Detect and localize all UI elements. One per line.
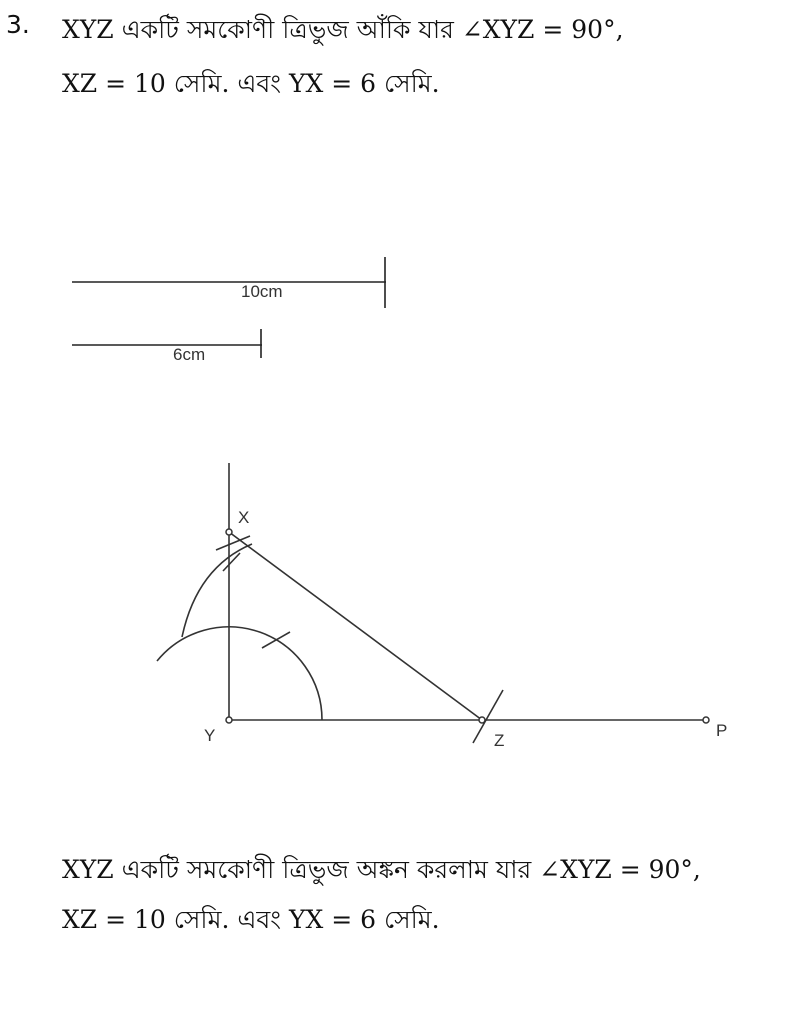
point-y-marker <box>226 717 232 723</box>
segment-10cm <box>72 257 386 308</box>
question-line-2: XZ = 10 সেমি. এবং YX = 6 সেমি. <box>62 69 440 98</box>
label-y: Y <box>204 726 216 745</box>
question-number: 3. <box>6 10 30 39</box>
label-p: P <box>716 721 728 740</box>
segment-6cm <box>72 329 262 358</box>
point-x-marker <box>226 529 232 535</box>
segment-10cm-label: 10cm <box>241 282 283 301</box>
label-z: Z <box>494 731 505 750</box>
segment-6cm-label: 6cm <box>173 345 206 364</box>
point-p-marker <box>703 717 709 723</box>
point-z-marker <box>479 717 485 723</box>
label-x: X <box>238 508 250 527</box>
answer-line-2: XZ = 10 সেমি. এবং YX = 6 সেমি. <box>62 905 440 934</box>
answer-line-1: XYZ একটি সমকোণী ত্রিভুজ অঙ্কন করলাম যার ∠XYZ = 90°, <box>62 855 701 884</box>
triangle-construction <box>157 463 703 743</box>
question-line-1: XYZ একটি সমকোণী ত্রিভুজ আঁকি যার ∠XYZ = 90°, <box>62 15 624 44</box>
